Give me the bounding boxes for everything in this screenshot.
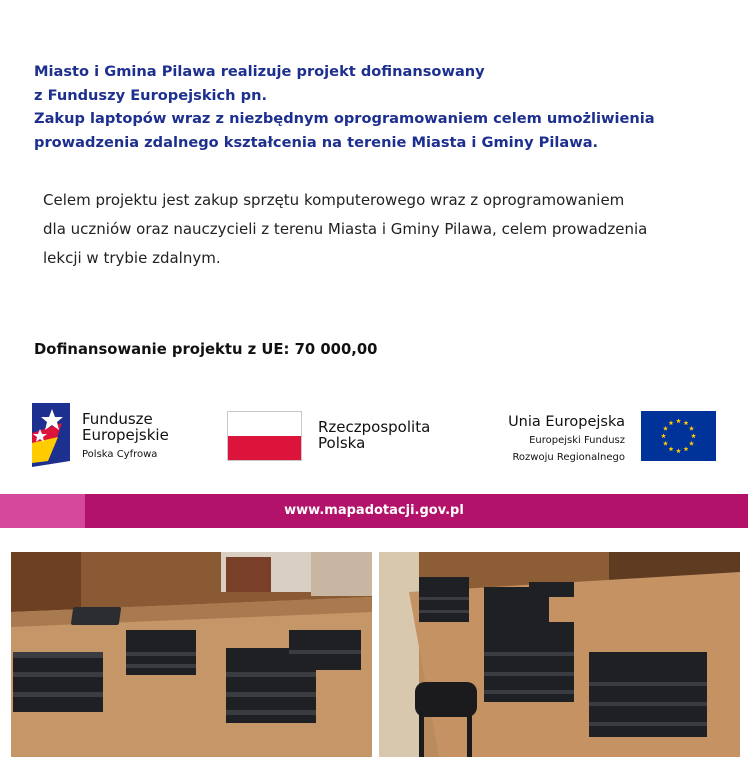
- eu-star-icon: [676, 448, 681, 453]
- eu-star-icon: [661, 433, 666, 438]
- eu-star-icon: [669, 446, 674, 451]
- eu-star-icon: [663, 426, 668, 431]
- description-line-3: lekcji w trybie zdalnym.: [43, 249, 221, 267]
- ue-sub-line-2: Rozwoju Regionalnego: [512, 452, 625, 463]
- project-description: [43, 186, 713, 273]
- fundusze-europejskie-logo: [32, 403, 232, 467]
- description-line-2: dla uczniów oraz nauczycieli z terenu Miasta i Gminy Pilawa, celem prowadzenia: [43, 220, 648, 238]
- eu-star-icon: [669, 420, 674, 425]
- description-line-1: Celem projektu jest zakup sprzętu komputerowego wraz z oprogramowaniem: [43, 191, 625, 209]
- funding-amount: Dofinansowanie projektu z UE: 70 000,00: [34, 341, 378, 358]
- photo-laptops-table-1: [11, 552, 372, 757]
- fe-subtitle: Polska Cyfrowa: [82, 449, 158, 460]
- banner-url[interactable]: www.mapadotacji.gov.pl: [284, 503, 464, 518]
- headline-line-4: prowadzenia zdalnego kształcenia na terenie Miasta i Gminy Pilawa.: [34, 133, 599, 151]
- eu-star-icon: [689, 441, 694, 446]
- rp-line-1: Rzeczpospolita: [318, 418, 431, 436]
- headline-line-3: Zakup laptopów wraz z niezbędnym oprogramowaniem celem umożliwienia: [34, 110, 655, 127]
- unia-europejska-logo: [490, 410, 720, 462]
- eu-star-icon: [663, 441, 668, 446]
- fe-title-line-1: Fundusze: [82, 410, 153, 428]
- ue-title: Unia Europejska: [508, 414, 625, 430]
- eu-star-icon: [676, 418, 681, 423]
- fe-title-line-2: Europejskie: [82, 426, 169, 444]
- ue-sub-line-1: Europejski Fundusz: [529, 435, 625, 446]
- eu-star-icon: [691, 433, 696, 438]
- rp-line-2: Polska: [318, 434, 366, 452]
- fe-star-emblem-icon: [32, 403, 70, 467]
- eu-star-icon: [689, 426, 694, 431]
- eu-flag-icon: [641, 411, 716, 461]
- headline-line-2: z Funduszy Europejskich pn.: [34, 86, 268, 104]
- rzeczpospolita-polska-logo: [227, 411, 477, 463]
- photo-laptops-table-2: [379, 552, 740, 757]
- eu-star-icon: [684, 446, 689, 451]
- polish-flag-icon: [227, 411, 302, 461]
- mapadotacji-banner: [0, 494, 748, 528]
- headline-line-1: Miasto i Gmina Pilawa realizuje projekt dofinansowany: [34, 63, 485, 80]
- eu-star-icon: [684, 420, 689, 425]
- project-headline: [34, 60, 724, 154]
